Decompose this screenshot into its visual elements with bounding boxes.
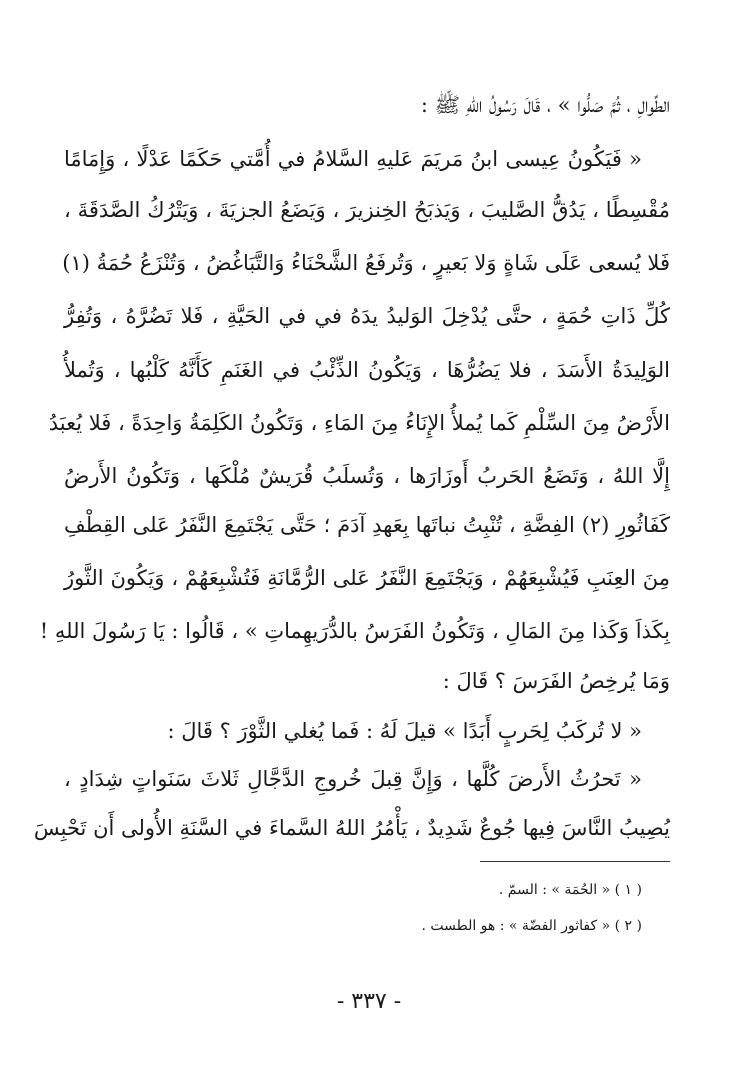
text-line-9: كَفَاثُورِ (٢) الفِضَّةِ ، تُنْبِتُ نباتَها بِعَهدِ آدَمَ ؛ حَتَّى يَجْتَمِعَ النَّفَرُ عَلى القِطْفِ xyxy=(64,513,670,537)
page-number: - ٣٣٧ - xyxy=(336,989,402,1014)
text-line-6: الوَلِيدَةُ الأَسَدَ ، فلا يَضُرُّهَا ، وَيَكُونُ الذِّئْبُ في الغَنَمِ كَأَنَّهُ كَلْبُها ، وَتُملأُ xyxy=(64,358,670,382)
text-line-2: « فَيَكُونُ عِيسى ابنُ مَريَمَ عَليهِ السَّلامُ في أُمَّتي حَكَمًا عَدْلًا ، وَإِمَامًا xyxy=(64,147,642,171)
text-line-10: مِنَ العِنَبِ فَيُشْبِعَهُمْ ، وَيَجْتَمِعَ النَّفَرُ عَلى الرُّمَّانَةِ فَتُشْبِعَهُمْ ، وَيَكُونَ الثَّورُ xyxy=(64,566,670,590)
text-line-12: وَمَا يُرخِصُ الفَرَسَ ؟ قَالَ : xyxy=(442,669,670,693)
text-line-5: كُلِّ ذَاتِ حُمَةٍ ، حتَّى يُدْخِلَ الوَليدُ يدَهُ في في الحَيَّةِ ، فَلا تَضُرَّهُ ، وَتُفِرُّ xyxy=(64,304,670,328)
text-line-4: فَلا يُسعى عَلَى شَاةٍ وَلا بَعيرٍ ، وَتُرفَعُ الشَّحْنَاءُ وَالتَّبَاغُضُ ، وَتُنْزَعُ حُمَةُ (١) xyxy=(62,251,670,275)
text-line-11: بِكَذاَ وَكَذا مِنَ المَالِ ، وَتَكُونُ الفَرَسُ بالدُّرَيهِماتِ » ، قَالُوا : يَا رَسُولَ اللهِ ! xyxy=(39,619,670,643)
footnote-1: ( ١ ) « الحُمَة » : السمّ . xyxy=(498,882,642,898)
text-line-1: الطِّوالِ ، ثُمَّ صَلُّوا » ، قَالَ رَسُولُ اللهِ ﷺ : xyxy=(420,93,670,117)
text-line-8: إِلَّا اللهُ ، وَتَضَعُ الحَربُ أَوزَارَها ، وَتُسلَبُ قُرَيشٌ مُلْكَها ، وَتَكُونُ الأَرضُ xyxy=(64,464,670,488)
text-line-7: الأَرْضُ مِنَ السِّلْمِ كَما يُملأُ الإِنَاءُ مِنَ المَاءِ ، وَتَكُونُ الكَلِمَةُ وَاحِدَةً ، فَلا يُعبَدُ xyxy=(48,411,670,435)
text-line-15: يُصِيبُ النَّاسَ فِيها جُوعٌ شَدِيدٌ ، يَأْمُرُ اللهُ السَّماءَ في السَّنَةِ الأُولى أَن تَحْبِسَ xyxy=(33,816,670,840)
text-line-3: مُقْسِطًا ، يَدُقُّ الصَّليبَ ، وَيَذبَحُ الخِنزيرَ ، وَيَضَعُ الجزيَةَ ، وَيَتْرُكُ الصَّدَقَةَ ، xyxy=(64,198,670,222)
footnote-separator xyxy=(480,861,670,862)
footnote-2: ( ٢ ) « كفاثور الفضّة » : هو الطست . xyxy=(421,918,642,934)
text-line-13: « لا تُركَبُ لِحَربٍ أَبَدًا » قيلَ لَهُ : فَما يُغلي الثَّوْرَ ؟ قَالَ : xyxy=(167,719,642,743)
text-line-14: « تَحرُثُ الأَرضَ كُلَّها ، وَإِنَّ قِبلَ خُروجِ الدَّجَّالِ ثَلاثَ سَنَواتٍ شِدَادٍ ، xyxy=(64,767,642,791)
